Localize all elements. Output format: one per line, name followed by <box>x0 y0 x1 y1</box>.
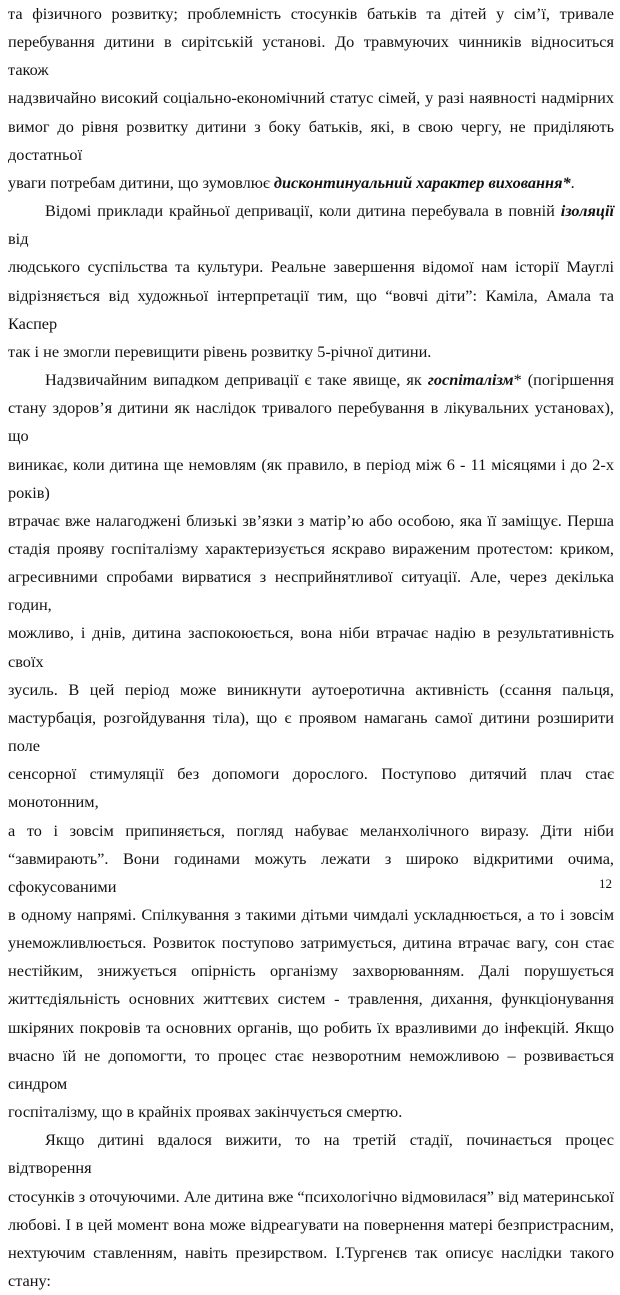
page-number: 12 <box>599 876 612 891</box>
text-line <box>8 169 614 197</box>
text-run: любові. І в цей момент вона може відреагувати на повернення матері безпристрасним, <box>8 1214 614 1234</box>
text-run: надзвичайно високий соціально-економічний статус сімей, у разі наявності надмірних <box>8 88 614 108</box>
text-line <box>8 704 614 760</box>
text-line <box>8 113 614 169</box>
text-run: від <box>8 229 29 249</box>
text-line <box>8 817 614 845</box>
text-run: стосунків з оточуючими. Але дитина вже “психологічно відмовилася” від материнської <box>8 1186 614 1206</box>
text-line <box>8 338 614 366</box>
paragraph <box>8 1126 614 1295</box>
text-line <box>8 253 614 281</box>
text-line <box>8 394 614 450</box>
text-run: вимог до рівня розвитку дитини з боку батьків, які, в свою чергу, не приділяють достатньої <box>8 116 614 164</box>
text-line <box>8 84 614 112</box>
text-line <box>8 1211 614 1239</box>
text-run: * (погіршення <box>513 370 615 390</box>
bold-italic-run <box>561 201 614 220</box>
text-line <box>8 563 614 619</box>
text-line <box>8 929 614 957</box>
text-run: Надзвичайним випадком депривації є таке явище, як <box>45 370 428 390</box>
text-run: втрачає вже налагоджені близькі зв’язки з матір’ю або особою, яка її заміщує. Перша <box>8 510 614 530</box>
text-run: госпіталізму, що в крайніх проявах закінчується смертю. <box>8 1102 403 1122</box>
text-run: стадія прояву госпіталізму характеризується яскраво вираженим протестом: криком, <box>8 538 614 558</box>
text-line <box>8 901 614 929</box>
text-run: можливо, і днів, дитина заспокоюється, вона ніби втрачає надію в результативність своїх <box>8 623 614 671</box>
text-line <box>8 619 614 675</box>
text-run: сенсорної стимуляції без допомоги дорослого. Поступово дитячий плач стає монотонним, <box>8 764 614 812</box>
paragraph <box>8 197 614 366</box>
text-run: нехтуючим ставленням, навіть презирством. І.Тургенєв так описує наслідки такого стану: <box>8 1242 614 1291</box>
text-line <box>8 1042 614 1098</box>
text-run: так і не змогли перевищити рівень розвитку 5-річної дитини. <box>8 341 432 361</box>
emphasized-term: дисконтинуальний характер виховання* <box>273 172 571 192</box>
text-line <box>8 676 614 704</box>
text-run: в одному напрямі. Спілкування з такими дітьми чимдалі ускладнюється, а то і зовсім <box>8 905 614 924</box>
text-line <box>8 0 614 28</box>
text-line <box>8 1014 614 1042</box>
text-line <box>8 507 614 535</box>
paragraph <box>8 0 614 197</box>
text-run: нестійким, знижується опірність організму захворюванням. Далі порушується <box>8 961 614 981</box>
text-line <box>8 760 614 816</box>
text-run: вчасно їй не допомогти, то процес стає незворотним неможливою – розвивається синдром <box>8 1045 614 1093</box>
text-line <box>8 28 614 84</box>
text-run: перебування дитини в сирітській установі. До травмуючих чинників відноситься також <box>8 32 614 80</box>
text-line <box>8 1098 614 1126</box>
text-run: відрізняється від художньої інтерпретації тим, що “вовчі діти”: Каміла, Амала та Каспер <box>8 285 614 333</box>
text-run: . <box>570 172 575 192</box>
text-line <box>8 535 614 563</box>
text-line <box>8 985 614 1013</box>
text-run: шкіряних покровів та основних органів, що робить їх вразливими до інфекцій. Якщо <box>8 1017 614 1037</box>
text-line <box>8 282 614 338</box>
emphasized-term: госпіталізм <box>427 370 514 390</box>
text-run: життєдіяльність основних життєвих систем - травлення, дихання, функціонування <box>8 989 614 1009</box>
text-run: мастурбація, розгойдування тіла), що є проявом намагань самої дитини розширити поле <box>8 707 614 756</box>
text-line <box>8 1126 614 1182</box>
text-line <box>8 845 614 901</box>
text-run: виникає, коли дитина ще немовлям (як правило, в період між 6 - 11 місяцями і до 2-х років) <box>8 454 614 502</box>
text-run: “завмирають”. Вони годинами можуть лежати з широко відкритими очима, сфокусованими <box>8 848 614 896</box>
text-line <box>8 451 614 507</box>
text-run: агресивними спробами вирватися з несприйнятливої ситуації. Але, через декілька годин, <box>8 567 614 615</box>
text-run: а то і зовсім припиняється, погляд набуває меланхолічного виразу. Діти ніби <box>8 820 614 840</box>
text-line <box>8 1239 614 1295</box>
text-run: людського суспільства та культури. Реальне завершення відомої нам історії Мауглі <box>8 257 614 277</box>
paragraph <box>8 366 614 1126</box>
text-run: Відомі приклади крайньої депривації, коли дитина перебувала в повній <box>45 201 561 221</box>
page-body <box>8 0 614 1295</box>
bold-italic-run <box>428 370 514 389</box>
text-line <box>8 197 614 253</box>
text-line <box>8 1183 614 1211</box>
text-run: зусиль. В цей період може виникнути аутоеротична активність (ссання пальця, <box>8 679 614 699</box>
text-run: стану здоров’я дитини як наслідок тривалого перебування в лікувальних установах), що <box>8 398 614 446</box>
text-run: уваги потребам дитини, що зумовлює <box>8 172 274 192</box>
text-line <box>8 366 614 394</box>
text-run: Якщо дитині вдалося вижити, то на третій стадії, починається процес відтворення <box>8 1130 614 1178</box>
emphasized-term: ізоляції <box>560 201 614 221</box>
bold-italic-run <box>274 173 571 192</box>
text-line <box>8 957 614 985</box>
text-run: та фізичного розвитку; проблемність стосунків батьків та дітей у сім’ї, тривале <box>8 4 614 23</box>
text-run: унеможливлюється. Розвиток поступово затримується, дитина втрачає вагу, сон стає <box>8 933 614 953</box>
